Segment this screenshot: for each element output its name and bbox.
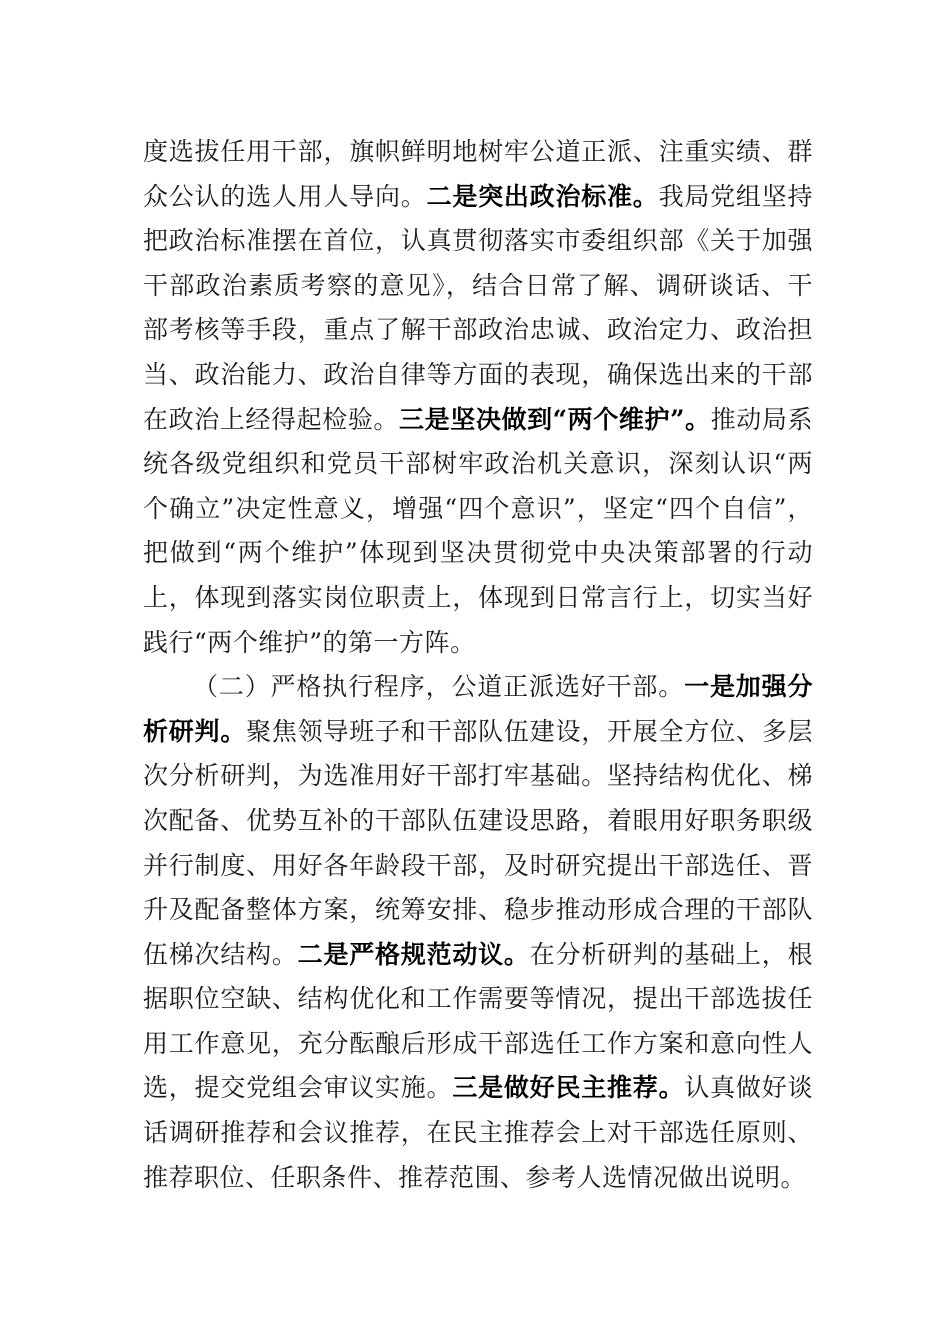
paragraph-text: 推动局系统各级党组织和党员干部树牢政治机关意识，深刻认识“两个确立”决定性意义，增强“四个意识”，坚定“四个自信”，把做到“两个维护”体现到坚决贯彻党中央决策部署的行动上，体现到落实岗位职责上，体现到日常言行上，切实当好践行“两个维护”的第一方阵。 xyxy=(143,404,813,657)
bold-heading: 二是严格规范动议。 xyxy=(297,939,530,969)
bold-heading: 一是加强分析研判。 xyxy=(143,672,813,746)
paragraph-text: 我局党组坚持把政治标准摆在首位，认真贯彻落实市委组织部《关于加强干部政治素质考察的意见》，结合日常了解、调研谈话、干部考核等手段，重点了解干部政治忠诚、政治定力、政治担当、政治能力、政治自律等方面的表现，确保选出来的干部在政治上经得起检验。 xyxy=(143,181,813,434)
paragraph-political-standards xyxy=(143,130,813,665)
paragraph-text: 聚焦领导班子和干部队伍建设，开展全方位、多层次分析研判，为选准用好干部打牢基础。坚持结构优化、梯次配备、优势互补的干部队伍建设思路，着眼用好职务职级并行制度、用好各年龄段干部，及时研究提出干部选任、晋升及配备整体方案，统筹安排、稳步推动形成合理的干部队伍梯次结构。 xyxy=(143,716,813,969)
paragraph-strict-procedure xyxy=(143,665,813,1200)
bold-heading: 三是做好民主推荐。 xyxy=(452,1073,685,1103)
document-body xyxy=(143,130,813,1200)
bold-heading: 二是突出政治标准。 xyxy=(426,181,659,211)
bold-heading: 三是坚决做到“两个维护”。 xyxy=(399,404,711,434)
paragraph-text: 在分析研判的基础上，根据职位空缺、结构优化和工作需要等情况，提出干部选拔任用工作意见，充分酝酿后形成干部选任工作方案和意向性人选，提交党组会审议实施。 xyxy=(143,939,813,1103)
section-heading: （二）严格执行程序，公道正派选好干部。 xyxy=(193,672,685,702)
paragraph-text: 度选拔任用干部，旗帜鲜明地树牢公道正派、注重实绩、群众公认的选人用人导向。 xyxy=(143,137,813,211)
paragraph-text: 认真做好谈话调研推荐和会议推荐，在民主推荐会上对干部选任原则、推荐职位、任职条件、推荐范围、参考人选情况做出说明。 xyxy=(143,1073,813,1192)
